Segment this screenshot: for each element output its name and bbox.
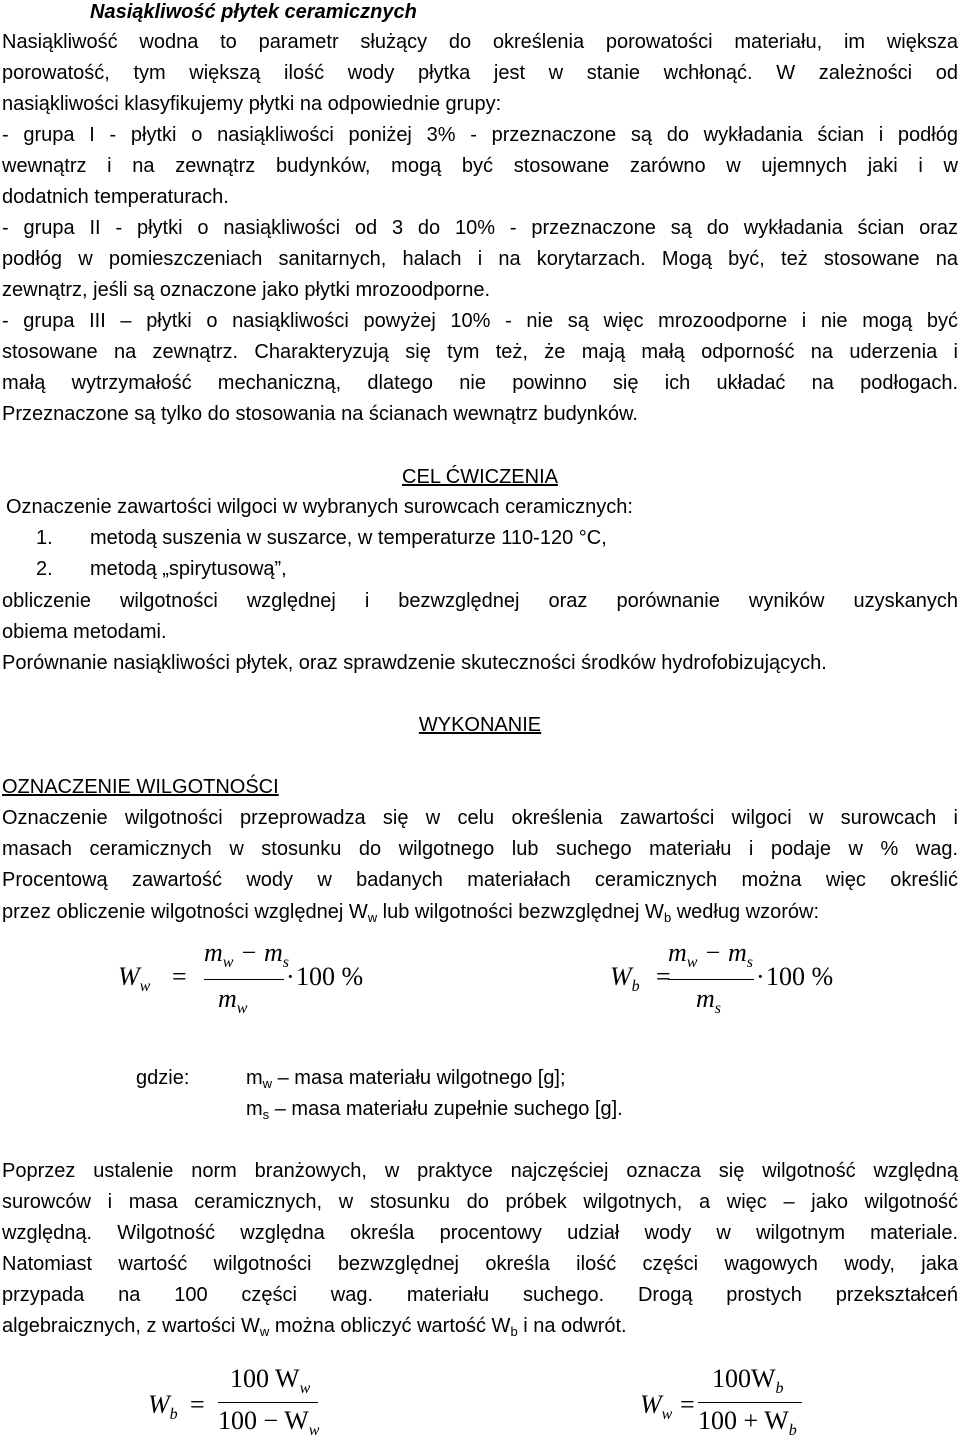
cel-line-1: Oznaczenie zawartości wilgoci w wybranych surowcach ceramicznych: [6, 496, 633, 518]
formula-wilgotnosc-bezwzgledna [604, 938, 864, 1042]
oznaczenie-sub-b: b [663, 910, 672, 925]
oznaczenie-line-2: masach ceramicznych w stosunku do wilgotnego lub suchego materiału i podaje w % wag. [2, 838, 958, 860]
cel-heading: CEL ĆWICZENIA [402, 466, 558, 488]
intro-line-7: - grupa II - płytki o nasiąkliwości od 3 do 10% - przeznaczone są do wykładania ścian oraz [2, 217, 958, 239]
f1-lhs: $W_w$ [118, 962, 151, 995]
outro-line-1: Poprzez ustalenie norm branżowych, w praktyce najczęściej oznacza się wilgotność względną [2, 1160, 958, 1182]
f2-numerator: $m_w - m_s$ [668, 938, 754, 971]
intro-line-8: podłóg w pomieszczeniach sanitarnych, halach i na korytarzach. Mogą być, też stosowane na [2, 248, 958, 270]
f1-denominator: $m_w$ [218, 984, 248, 1017]
f4-numerator: $100W_b$ [712, 1364, 784, 1397]
cel-line-2: obliczenie wilgotności względnej i bezwzględnej oraz porównanie wyników uzyskanych [2, 590, 958, 612]
oznaczenie-line-4a: przez obliczenie wilgotności względnej W [2, 901, 368, 923]
formula-wilgotnosc-wzgledna [112, 938, 372, 1042]
f4-equals: = [680, 1390, 695, 1419]
f3-fraction-bar [218, 1402, 318, 1403]
cel-item-1-number: 1. [36, 527, 53, 549]
wykonanie-heading: WYKONANIE [418, 714, 542, 736]
intro-line-6: dodatnich temperaturach. [2, 186, 229, 208]
intro-line-4: - grupa I - płytki o nasiąkliwości poniżej 3% - przeznaczone są do wykładania ścian i podłóg [2, 124, 958, 146]
f3-lhs: $W_b$ [148, 1390, 178, 1423]
cel-item-2-number: 2. [36, 558, 53, 580]
gdzie-mw: $m_w$ – masa materiału wilgotnego [g]; [246, 1067, 566, 1091]
oznaczenie-heading: OZNACZENIE WILGOTNOŚCI [2, 776, 279, 798]
outro-line-3: względną. Wilgotność względna określa procentowy udział wody w wilgotnym materiale. [2, 1222, 958, 1244]
intro-line-5: wewnątrz i na zewnątrz budynków, mogą być stosowane zarówno w ujemnych jaki i w [2, 155, 958, 177]
oznaczenie-line-4c: lub wilgotności bezwzględnej W [377, 901, 664, 923]
cel-line-4: Porównanie nasiąkliwości płytek, oraz sprawdzenie skuteczności środków hydrofobizujących. [2, 652, 827, 674]
gdzie-ms: $m_s$ – masa materiału zupełnie suchego [g]. [246, 1098, 623, 1122]
oznaczenie-line-1: Oznaczenie wilgotności przeprowadza się w celu określenia zawartości wilgoci w surowcach i [2, 807, 958, 829]
document-title: Nasiąkliwość płytek ceramicznych [90, 1, 417, 23]
oznaczenie-line-4 [2, 897, 958, 933]
intro-line-9: zewnątrz, jeśli są oznaczone jako płytki mrozoodporne. [2, 279, 491, 301]
outro-line-6: algebraicznych, z wartości $W_w$ można obliczyć wartość $W_b$ i na odwrót. [2, 1315, 627, 1339]
f3-equals: = [190, 1390, 205, 1419]
intro-line-12: małą wytrzymałość mechaniczną, dlatego nie powinno się ich układać na podłogach. [2, 372, 958, 394]
intro-line-11: stosowane na zewnątrz. Charakteryzują się tym też, że mają małą odporność na uderzenia i [2, 341, 958, 363]
cel-item-2: metodą „spirytusową”, [90, 558, 287, 580]
f4-lhs: $W_w$ [640, 1390, 673, 1423]
intro-line-1: Nasiąkliwość wodna to parametr służący do określenia porowatości materiału, im większa [2, 31, 958, 53]
f4-denominator: $100 + W_b$ [698, 1406, 797, 1439]
intro-line-2: porowatość, tym większą ilość wody płytka jest w stanie wchłonąć. W zależności od [2, 62, 958, 84]
outro-line-4: Natomiast wartość wilgotności bezwzględnej określa ilość części wagowych wody, jaka [2, 1253, 958, 1275]
f2-denominator: $m_s$ [696, 984, 722, 1017]
intro-line-10: - grupa III – płytki o nasiąkliwości powyżej 10% - nie są więc mrozoodporne i nie mogą być [2, 310, 958, 332]
f2-fraction-bar [668, 979, 754, 980]
intro-line-3: nasiąkliwości klasyfikujemy płytki na odpowiednie grupy: [2, 93, 502, 115]
f1-equals: = [172, 962, 187, 991]
f1-times: · [286, 962, 295, 991]
f2-lhs: $W_b$ [610, 962, 640, 995]
f4-fraction-bar [698, 1402, 802, 1403]
oznaczenie-line-4e: według wzorów: [671, 901, 820, 923]
f2-times: · [756, 962, 765, 991]
outro-line-5: przypada na 100 części wag. materiału suchego. Drogą prostych przekształceń [2, 1284, 958, 1306]
cel-item-1: metodą suszenia w suszarce, w temperaturze 110-120 °C, [90, 527, 607, 549]
f3-numerator: 100 $W_w$ [230, 1364, 311, 1397]
f1-numerator: $m_w - m_s$ [204, 938, 290, 971]
f2-equals: = [656, 962, 671, 991]
outro-line-2: surowców i masa ceramicznych, w stosunku do próbek wilgotnych, a więc – jako wilgotność [2, 1191, 958, 1213]
cel-line-3: obiema metodami. [2, 621, 167, 643]
f1-tail: 100 % [296, 962, 364, 991]
intro-line-13: Przeznaczone są tylko do stosowania na ścianach wewnątrz budynków. [2, 403, 638, 425]
f3-denominator: $100 - W_w$ [218, 1406, 320, 1439]
gdzie-label: gdzie: [136, 1067, 190, 1089]
formula-wb-from-ww [148, 1364, 368, 1456]
f2-tail: 100 % [766, 962, 834, 991]
oznaczenie-sub-w: w [367, 910, 378, 925]
f1-fraction-bar [204, 979, 284, 980]
oznaczenie-line-3: Procentową zawartość wody w badanych materiałach ceramicznych można więc określić [2, 869, 958, 891]
formula-ww-from-wb [640, 1364, 860, 1456]
